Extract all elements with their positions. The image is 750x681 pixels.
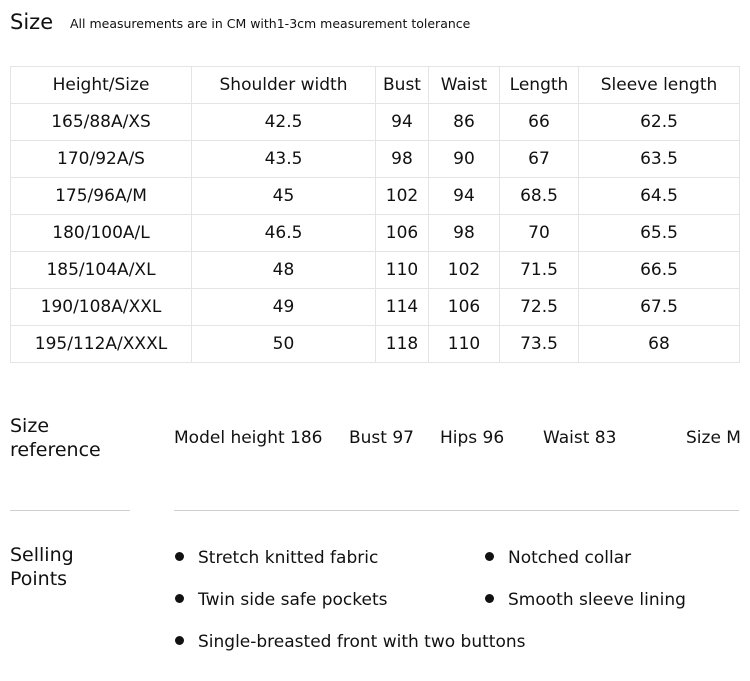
- table-cell: 46.5: [192, 215, 376, 252]
- table-row: [11, 326, 740, 363]
- column-header: Shoulder width: [192, 67, 376, 104]
- model-waist: Waist 83: [543, 428, 617, 448]
- table-cell: 118: [376, 326, 429, 363]
- model-size: Size M: [686, 428, 741, 448]
- table-cell: 94: [429, 178, 500, 215]
- table-cell: 43.5: [192, 141, 376, 178]
- table-cell: 98: [376, 141, 429, 178]
- selling-point-item: [175, 631, 525, 653]
- table-cell: 102: [376, 178, 429, 215]
- table-cell: 106: [429, 289, 500, 326]
- table-row: [11, 215, 740, 252]
- table-cell: 68.5: [500, 178, 579, 215]
- table-cell: 195/112A/XXXL: [11, 326, 192, 363]
- column-header: Length: [500, 67, 579, 104]
- table-cell: 90: [429, 141, 500, 178]
- table-cell: 110: [429, 326, 500, 363]
- table-cell: 64.5: [579, 178, 740, 215]
- table-cell: 102: [429, 252, 500, 289]
- bullet-icon: [175, 552, 184, 561]
- table-cell: 67.5: [579, 289, 740, 326]
- table-cell: 63.5: [579, 141, 740, 178]
- table-row: [11, 141, 740, 178]
- selling-point-text: Twin side safe pockets: [198, 590, 388, 610]
- table-row: [11, 178, 740, 215]
- table-cell: 42.5: [192, 104, 376, 141]
- table-cell: 68: [579, 326, 740, 363]
- table-cell: 48: [192, 252, 376, 289]
- table-cell: 175/96A/M: [11, 178, 192, 215]
- table-row: [11, 104, 740, 141]
- table-cell: 72.5: [500, 289, 579, 326]
- column-header: Bust: [376, 67, 429, 104]
- table-cell: 65.5: [579, 215, 740, 252]
- table-cell: 86: [429, 104, 500, 141]
- table-cell: 185/104A/XL: [11, 252, 192, 289]
- table-cell: 106: [376, 215, 429, 252]
- table-cell: 170/92A/S: [11, 141, 192, 178]
- table-cell: 190/108A/XXL: [11, 289, 192, 326]
- selling-point-text: Notched collar: [508, 548, 632, 568]
- size-title: Size: [10, 10, 54, 34]
- table-cell: 67: [500, 141, 579, 178]
- column-header: Sleeve length: [579, 67, 740, 104]
- selling-point-item: [485, 547, 631, 569]
- selling-point-text: Smooth sleeve lining: [508, 590, 686, 610]
- selling-point-item: [175, 589, 388, 611]
- bullet-icon: [485, 594, 494, 603]
- size-reference-title-line: reference: [10, 439, 101, 461]
- table-header-row: [11, 67, 740, 104]
- bullet-icon: [485, 552, 494, 561]
- divider: [10, 510, 130, 511]
- bullet-icon: [175, 594, 184, 603]
- divider: [174, 510, 739, 511]
- selling-points-title: [10, 543, 74, 591]
- table-cell: 66: [500, 104, 579, 141]
- table-cell: 114: [376, 289, 429, 326]
- size-reference-title-line: Size: [10, 415, 50, 437]
- model-height: Model height 186: [174, 428, 323, 448]
- bullet-icon: [175, 636, 184, 645]
- table-cell: 50: [192, 326, 376, 363]
- table-cell: 73.5: [500, 326, 579, 363]
- table-cell: 45: [192, 178, 376, 215]
- selling-points-title-line: Selling: [10, 544, 74, 566]
- table-cell: 49: [192, 289, 376, 326]
- table-cell: 98: [429, 215, 500, 252]
- column-header: Height/Size: [11, 67, 192, 104]
- selling-point-item: [485, 589, 686, 611]
- size-reference-title: [10, 414, 101, 462]
- table-cell: 70: [500, 215, 579, 252]
- table-cell: 71.5: [500, 252, 579, 289]
- selling-point-text: Stretch knitted fabric: [198, 548, 379, 568]
- table-cell: 62.5: [579, 104, 740, 141]
- model-hips: Hips 96: [440, 428, 505, 448]
- selling-point-item: [175, 547, 378, 569]
- table-cell: 66.5: [579, 252, 740, 289]
- selling-points-title-line: Points: [10, 568, 68, 590]
- table-cell: 94: [376, 104, 429, 141]
- selling-point-text: Single-breasted front with two buttons: [198, 632, 526, 652]
- measurement-note: All measurements are in CM with1-3cm measurement tolerance: [70, 16, 471, 31]
- model-bust: Bust 97: [349, 428, 414, 448]
- table-cell: 165/88A/XS: [11, 104, 192, 141]
- column-header: Waist: [429, 67, 500, 104]
- table-cell: 110: [376, 252, 429, 289]
- table-row: [11, 289, 740, 326]
- table-cell: 180/100A/L: [11, 215, 192, 252]
- table-row: [11, 252, 740, 289]
- size-table: [10, 66, 740, 363]
